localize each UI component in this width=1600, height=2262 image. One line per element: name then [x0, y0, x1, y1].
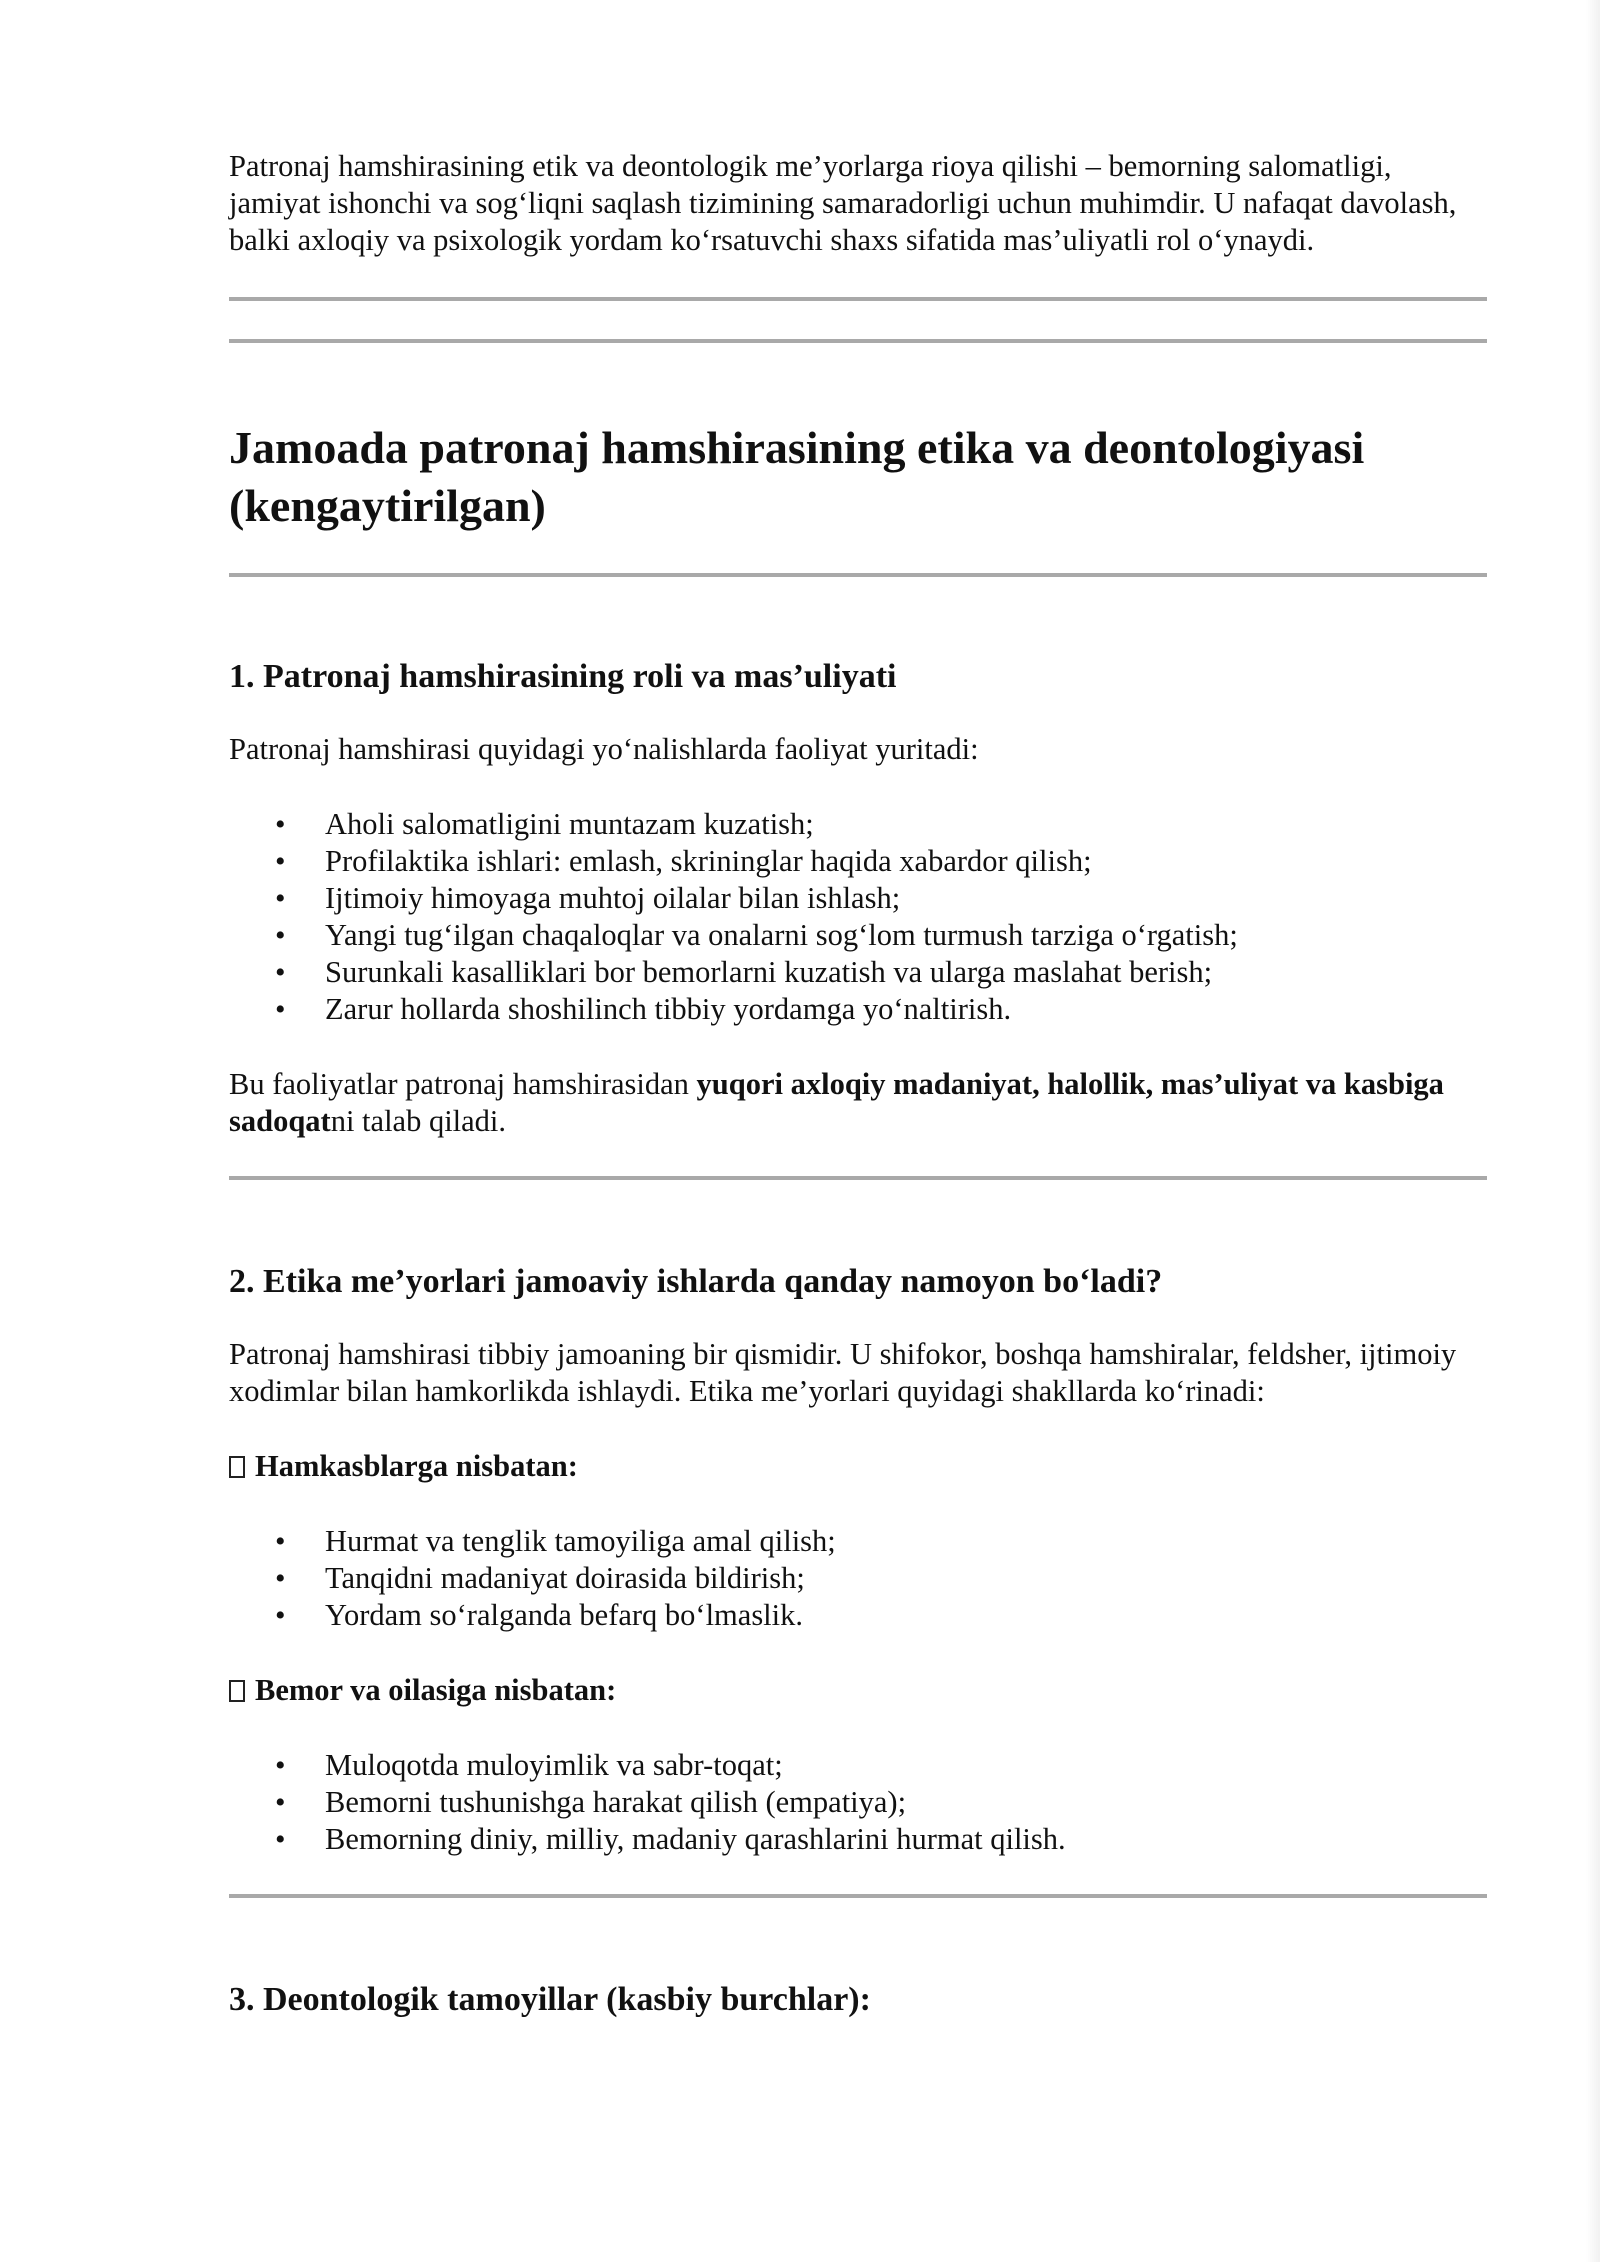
section-2-lead: Patronaj hamshirasi tibbiy jamoaning bir qismidir. U shifokor, boshqa hamshiralar, feldsher, ijtimoiy xodimlar bilan hamkorlikda ishlaydi. Etika me’yorlari quyidagi shakllarda ko‘rinadi:: [229, 1337, 1457, 1408]
divider: [229, 1894, 1487, 1898]
divider: [229, 297, 1487, 301]
section-1-lead: Patronaj hamshirasi quyidagi yo‘nalishlarda faoliyat yuritadi:: [229, 732, 979, 766]
list-item: • Hurmat va tenglik tamoyiliga amal qilish;: [229, 1523, 1487, 1560]
section-3-heading: 3. Deontologik tamoyillar (kasbiy burchlar):: [229, 1981, 871, 2018]
list-item: • Bemorning diniy, milliy, madaniy qarashlarini hurmat qilish.: [229, 1821, 1487, 1858]
closing-emphasis: yuqori axloqiy madaniyat, halollik, mas’uliyat va kasbiga sadoqat: [229, 1067, 1444, 1138]
missing-glyph-icon: [229, 1456, 245, 1478]
section-1-closing: [229, 1066, 1487, 1140]
list-item: • Yangi tug‘ilgan chaqaloqlar va onalarni sog‘lom turmush tarziga o‘rgatish;: [229, 917, 1487, 954]
closing-text: ni talab qiladi.: [330, 1104, 507, 1138]
group-2-list: [229, 1747, 1487, 1858]
list-item: • Profilaktika ishlari: emlash, skrininglar haqida xabardor qilish;: [229, 843, 1487, 880]
list-item: • Tanqidni madaniyat doirasida bildirish;: [229, 1560, 1487, 1597]
page-edge-shadow: [1586, 0, 1600, 2262]
section-1-list: [229, 806, 1487, 1028]
divider: [229, 1176, 1487, 1180]
group-1-label: [229, 1448, 1487, 1485]
group-label-text: Hamkasblarga nisbatan:: [255, 1449, 578, 1483]
list-item: • Zarur hollarda shoshilinch tibbiy yordamga yo‘naltirish.: [229, 991, 1487, 1028]
section-2-heading: 2. Etika me’yorlari jamoaviy ishlarda qanday namoyon bo‘ladi?: [229, 1263, 1163, 1300]
document-content: [229, 148, 1487, 2020]
list-item: • Bemorni tushunishga harakat qilish (empatiya);: [229, 1784, 1487, 1821]
list-item: • Aholi salomatligini muntazam kuzatish;: [229, 806, 1487, 843]
section-1-heading: 1. Patronaj hamshirasining roli va mas’uliyati: [229, 658, 897, 695]
group-label-text: Bemor va oilasiga nisbatan:: [255, 1673, 617, 1707]
divider: [229, 339, 1487, 343]
intro-paragraph: Patronaj hamshirasining etik va deontologik me’yorlarga rioya qilishi – bemorning salomatligi, jamiyat ishonchi va sog‘liqni saqlash tizimining samaradorligi uchun muhimdir. U nafaqat davolash, balki axloqiy va psixologik yordam ko‘rsatuvchi shaxs sifatida mas’uliyatli rol o‘ynaydi.: [229, 149, 1457, 257]
group-2-label: [229, 1672, 1487, 1709]
divider: [229, 573, 1487, 577]
list-item: • Surunkali kasalliklari bor bemorlarni kuzatish va ularga maslahat berish;: [229, 954, 1487, 991]
group-1-list: [229, 1523, 1487, 1634]
list-item: • Muloqotda muloyimlik va sabr-toqat;: [229, 1747, 1487, 1784]
document-title: Jamoada patronaj hamshirasining etika va deontologiyasi (kengaytirilgan): [229, 422, 1365, 531]
list-item: • Ijtimoiy himoyaga muhtoj oilalar bilan ishlash;: [229, 880, 1487, 917]
closing-text: Bu faoliyatlar patronaj hamshirasidan: [229, 1067, 697, 1101]
missing-glyph-icon: [229, 1680, 245, 1702]
list-item: • Yordam so‘ralganda befarq bo‘lmaslik.: [229, 1597, 1487, 1634]
